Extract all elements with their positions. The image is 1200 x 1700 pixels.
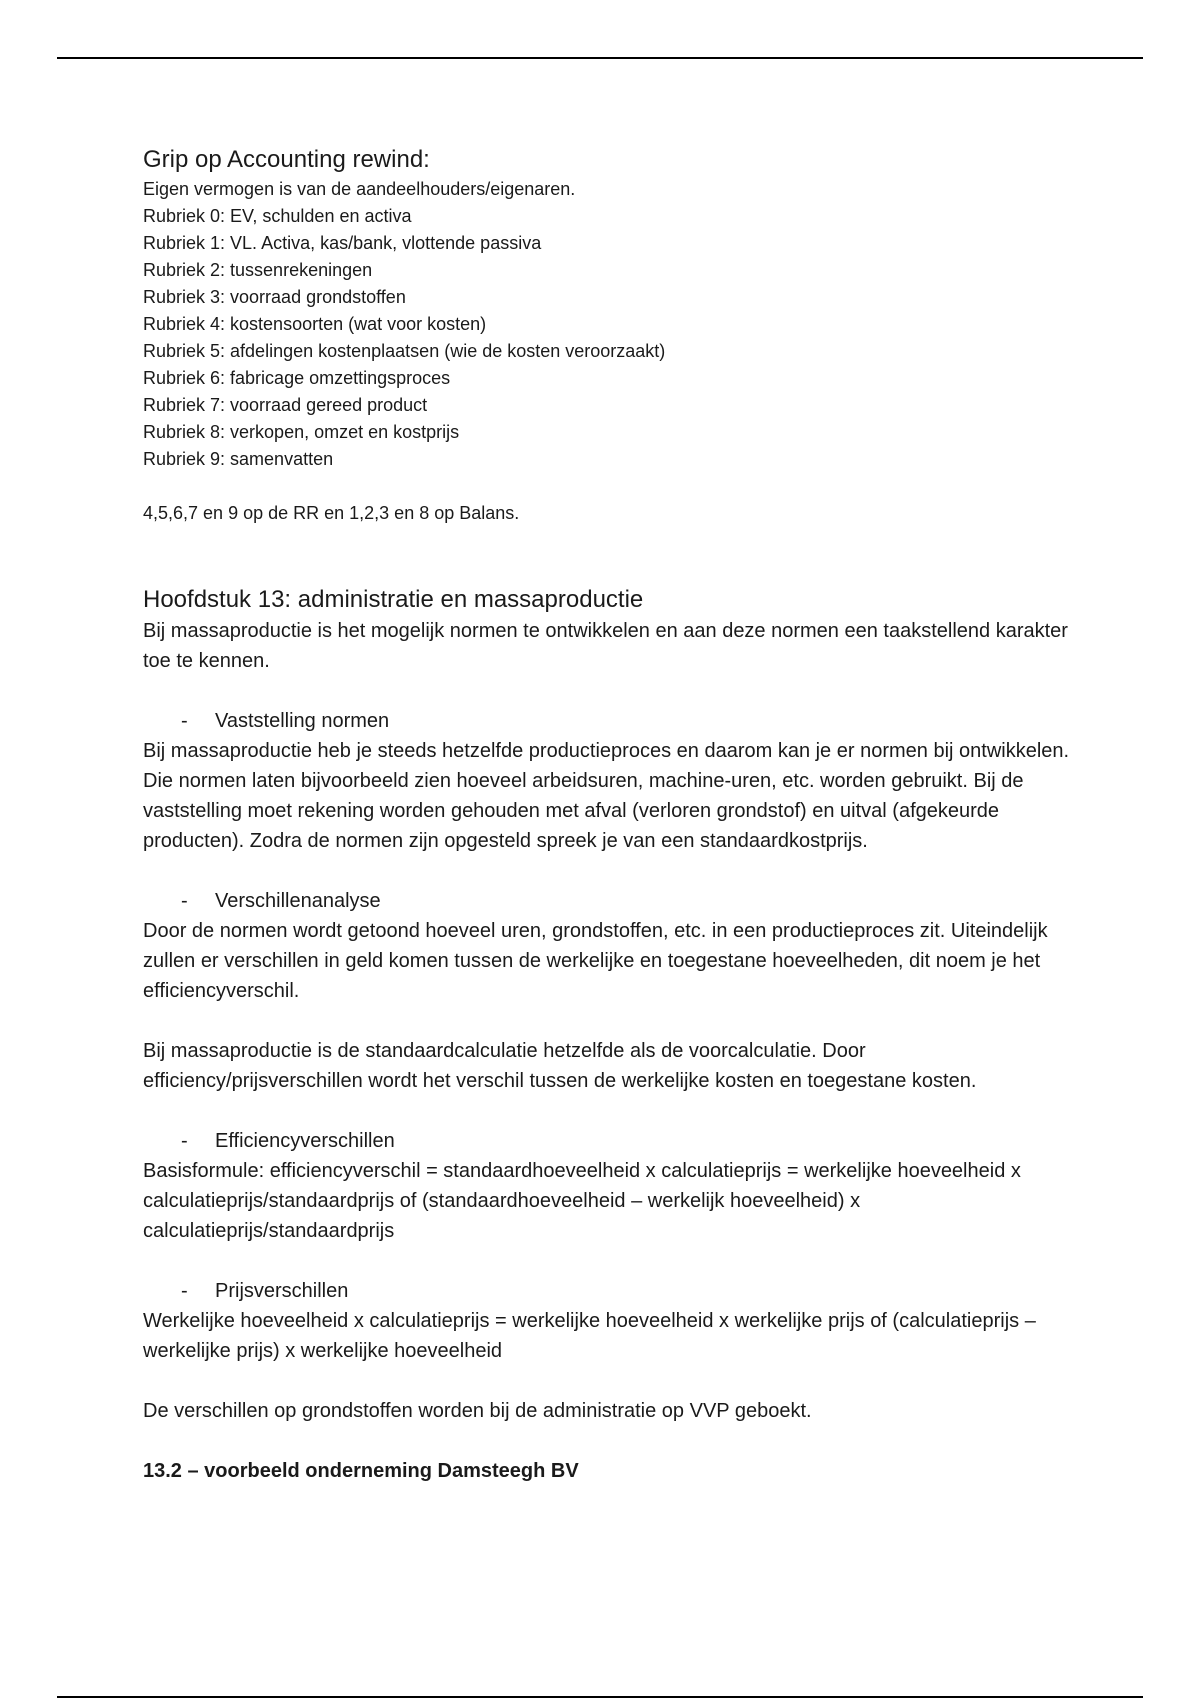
footer-rule	[57, 1696, 1143, 1698]
intro-massaproductie: Bij massaproductie is het mogelijk normen te ontwikkelen en aan deze normen een taakstellend karakter toe te kennen.	[143, 620, 1068, 672]
document-body	[143, 144, 1083, 1486]
rubriek-item: Rubriek 3: voorraad grondstoffen	[143, 287, 406, 307]
rubriek-item: Rubriek 5: afdelingen kostenplaatsen (wie de kosten veroorzaakt)	[143, 341, 666, 361]
header-rule	[57, 57, 1143, 59]
paragraph-prijs-formula: Werkelijke hoeveelheid x calculatieprijs = werkelijke hoeveelheid x werkelijke prijs of (calculatieprijs – werkelijke prijs) x werkelijke hoeveelheid	[143, 1310, 1036, 1362]
bullet-heading-label: Prijsverschillen	[215, 1280, 349, 1302]
paragraph-vaststelling: Bij massaproductie heb je steeds hetzelfde productieproces en daarom kan je er normen bij ontwikkelen. Die normen laten bijvoorbeeld zien hoeveel arbeidsuren, machine-uren, etc. worden gebruikt. Bij de vaststelling moet rekening worden gehouden met afval (verloren grondstof) en uitval (afgekeurde producten). Zodra de normen zijn opgesteld spreek je van een standaardkostprijs.	[143, 740, 1070, 852]
bullet-heading-label: Vaststelling normen	[215, 710, 390, 732]
rubriek-item: Rubriek 6: fabricage omzettingsproces	[143, 368, 451, 388]
rubriek-item: Rubriek 4: kostensoorten (wat voor kosten)	[143, 314, 487, 334]
section-title-hoofdstuk-13: Hoofdstuk 13: administratie en massaproductie	[143, 586, 644, 613]
rubriek-item: Rubriek 8: verkopen, omzet en kostprijs	[143, 422, 460, 442]
rubriek-item: Rubriek 0: EV, schulden en activa	[143, 206, 412, 226]
bullet-heading-verschillenanalyse	[143, 886, 1083, 916]
bullet-heading-label: Verschillenanalyse	[215, 890, 381, 912]
rubriek-item: Rubriek 1: VL. Activa, kas/bank, vlottende passiva	[143, 233, 542, 253]
rubriek-item: Rubriek 9: samenvatten	[143, 449, 334, 469]
rubriek-item: Rubriek 2: tussenrekeningen	[143, 260, 373, 280]
bullet-dash: -	[181, 890, 188, 912]
intro-eigen-vermogen: Eigen vermogen is van de aandeelhouders/eigenaren.	[143, 179, 576, 199]
bullet-dash: -	[181, 710, 188, 732]
bullet-heading-vaststelling	[143, 706, 1083, 736]
paragraph-vvp-note: De verschillen op grondstoffen worden bij de administratie op VVP geboekt.	[143, 1400, 812, 1422]
subheading-voorbeeld-damsteegh: 13.2 – voorbeeld onderneming Damsteegh BV	[143, 1460, 579, 1482]
bullet-heading-prijsverschillen	[143, 1276, 1083, 1306]
rr-balans-summary: 4,5,6,7 en 9 op de RR en 1,2,3 en 8 op Balans.	[143, 503, 520, 523]
paragraph-efficiency-formula: Basisformule: efficiencyverschil = standaardhoeveelheid x calculatieprijs = werkelijke hoeveelheid x calculatieprijs/standaardprijs of (standaardhoeveelheid – werkelijk hoeveelheid) x calculatieprijs/standaardprijs	[143, 1160, 1021, 1242]
bullet-dash: -	[181, 1130, 188, 1152]
paragraph-verschillenanalyse: Door de normen wordt getoond hoeveel uren, grondstoffen, etc. in een productieproces zit. Uiteindelijk zullen er verschillen in geld komen tussen de werkelijke en toegestane hoeveelheden, dit noem je het efficiencyverschil.	[143, 920, 1048, 1002]
bullet-heading-efficiency	[143, 1126, 1083, 1156]
section-title-grip-op-accounting: Grip op Accounting rewind:	[143, 146, 430, 173]
paragraph-standaardcalculatie: Bij massaproductie is de standaardcalculatie hetzelfde als de voorcalculatie. Door efficiency/prijsverschillen wordt het verschil tussen de werkelijke kosten en toegestane kosten.	[143, 1040, 977, 1092]
bullet-heading-label: Efficiencyverschillen	[215, 1130, 395, 1152]
rubriek-item: Rubriek 7: voorraad gereed product	[143, 395, 428, 415]
bullet-dash: -	[181, 1280, 188, 1302]
rubrieken-list	[143, 203, 1083, 473]
